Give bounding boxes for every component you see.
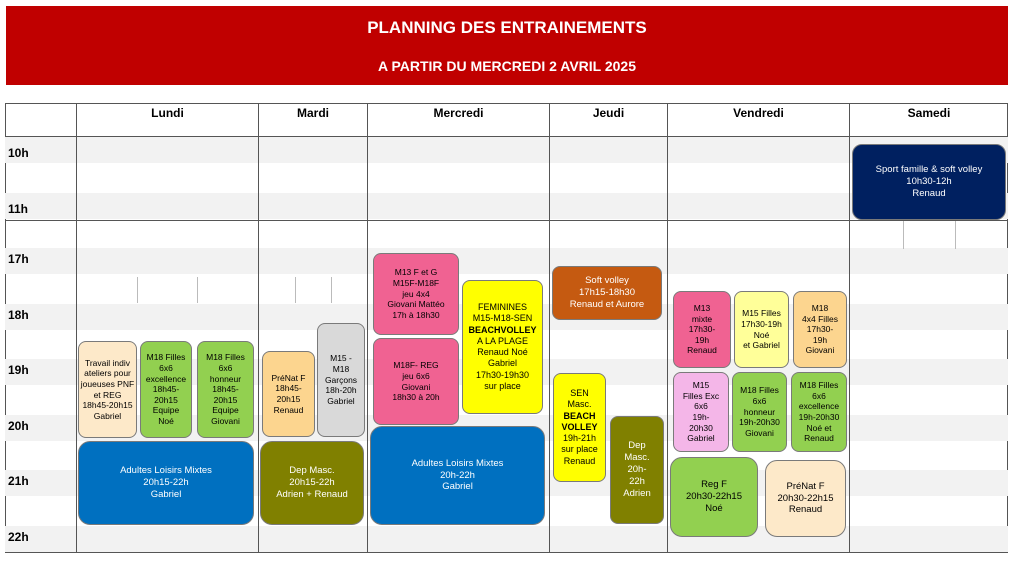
sub-divider — [137, 277, 138, 303]
hour-label-19h: 19h — [8, 363, 29, 377]
column-divider — [549, 103, 550, 553]
hour-label-22h: 22h — [8, 530, 29, 544]
event-mardi-m15-m18-garcons[interactable]: M15 - M18 Garçons 18h-20h Gabriel — [317, 323, 365, 437]
header-divider — [5, 136, 1008, 137]
hour-label-18h: 18h — [8, 308, 29, 322]
row-stripe — [5, 248, 1008, 274]
column-divider — [667, 103, 668, 553]
column-divider — [76, 103, 77, 553]
day-header-mardi: Mardi — [296, 106, 329, 120]
sub-divider — [197, 277, 198, 303]
event-vendredi-prenat-f[interactable]: PréNat F 20h30-22h15 Renaud — [765, 460, 846, 537]
day-header-jeudi: Jeudi — [592, 106, 625, 120]
event-vendredi-m18-excellence[interactable]: M18 Filles 6x6 excellence 19h-20h30 Noé et Renaud — [791, 372, 847, 452]
event-samedi-sport-famille[interactable]: Sport famille & soft volley 10h30-12h Renaud — [852, 144, 1006, 220]
sub-divider — [903, 221, 904, 249]
day-header-lundi: Lundi — [151, 106, 184, 120]
event-lundi-m18-excellence[interactable]: M18 Filles 6x6 excellence 18h45- 20h15 Equipe Noé — [140, 341, 192, 438]
event-vendredi-m15-filles[interactable]: M15 Filles 17h30-19h Noé et Gabriel — [734, 291, 789, 368]
hour-label-17h: 17h — [8, 252, 29, 266]
event-lundi-m18-honneur[interactable]: M18 Filles 6x6 honneur 18h45- 20h15 Equipe Giovani — [197, 341, 254, 438]
event-jeudi-soft-volley[interactable]: Soft volley 17h15-18h30 Renaud et Aurore — [552, 266, 662, 320]
event-mardi-prenat-f[interactable]: PréNat F 18h45- 20h15 Renaud — [262, 351, 315, 437]
event-vendredi-reg-f[interactable]: Reg F 20h30-22h15 Noé — [670, 457, 758, 537]
event-vendredi-m18-honneur[interactable]: M18 Filles 6x6 honneur 19h-20h30 Giovani — [732, 372, 787, 452]
hour-label-10h: 10h — [8, 146, 29, 160]
column-divider — [849, 103, 850, 553]
title-banner — [6, 6, 1008, 85]
event-vendredi-m15-filles-exc[interactable]: M15 Filles Exc 6x6 19h- 20h30 Gabriel — [673, 372, 729, 452]
sub-divider — [955, 221, 956, 249]
event-lundi-travail-indiv[interactable]: Travail indiv ateliers pour joueuses PNF et REG 18h45-20h15 Gabriel — [78, 341, 137, 438]
day-header-vendredi: Vendredi — [733, 106, 784, 120]
column-divider — [367, 103, 368, 553]
event-mercredi-m13-m15-m18[interactable]: M13 F et G M15F-M18F jeu 4x4 Giovani Mattéo 17h à 18h30 — [373, 253, 459, 335]
event-vendredi-m13-mixte[interactable]: M13 mixte 17h30- 19h Renaud — [673, 291, 731, 368]
event-mercredi-m18f-reg[interactable]: M18F- REG jeu 6x6 Giovani 18h30 à 20h — [373, 338, 459, 425]
day-header-samedi: Samedi — [907, 106, 951, 120]
page-title: PLANNING DES ENTRAINEMENTS — [367, 18, 647, 37]
column-divider — [258, 103, 259, 553]
event-lundi-adultes-loisirs[interactable]: Adultes Loisirs Mixtes 20h15-22h Gabriel — [78, 441, 254, 525]
row-stripe — [5, 526, 1008, 552]
day-header-mercredi: Mercredi — [433, 106, 484, 120]
event-vendredi-m18-4x4[interactable]: M18 4x4 Filles 17h30- 19h Giovani — [793, 291, 847, 368]
event-mercredi-feminines-beachvolley[interactable]: FEMININES M15-M18-SEN BEACHVOLLEY A LA PLAGE Renaud Noé Gabriel 17h30-19h30 sur place — [462, 280, 543, 414]
sub-divider — [331, 277, 332, 303]
sub-divider — [295, 277, 296, 303]
event-mardi-dep-masc[interactable]: Dep Masc. 20h15-22h Adrien + Renaud — [260, 441, 364, 525]
page-subtitle: A PARTIR DU MERCREDI 2 AVRIL 2025 — [377, 58, 636, 74]
event-jeudi-dep-masc[interactable]: Dep Masc. 20h- 22h Adrien — [610, 416, 664, 524]
hour-label-11h: 11h — [8, 202, 29, 216]
event-mercredi-adultes-loisirs[interactable]: Adultes Loisirs Mixtes 20h-22h Gabriel — [370, 426, 545, 525]
morning-divider — [5, 220, 1008, 221]
event-jeudi-sen-beach-volley[interactable]: SEN Masc. BEACH VOLLEY 19h-21h sur place Renaud — [553, 373, 606, 482]
hour-label-20h: 20h — [8, 419, 29, 433]
hour-label-21h: 21h — [8, 474, 29, 488]
